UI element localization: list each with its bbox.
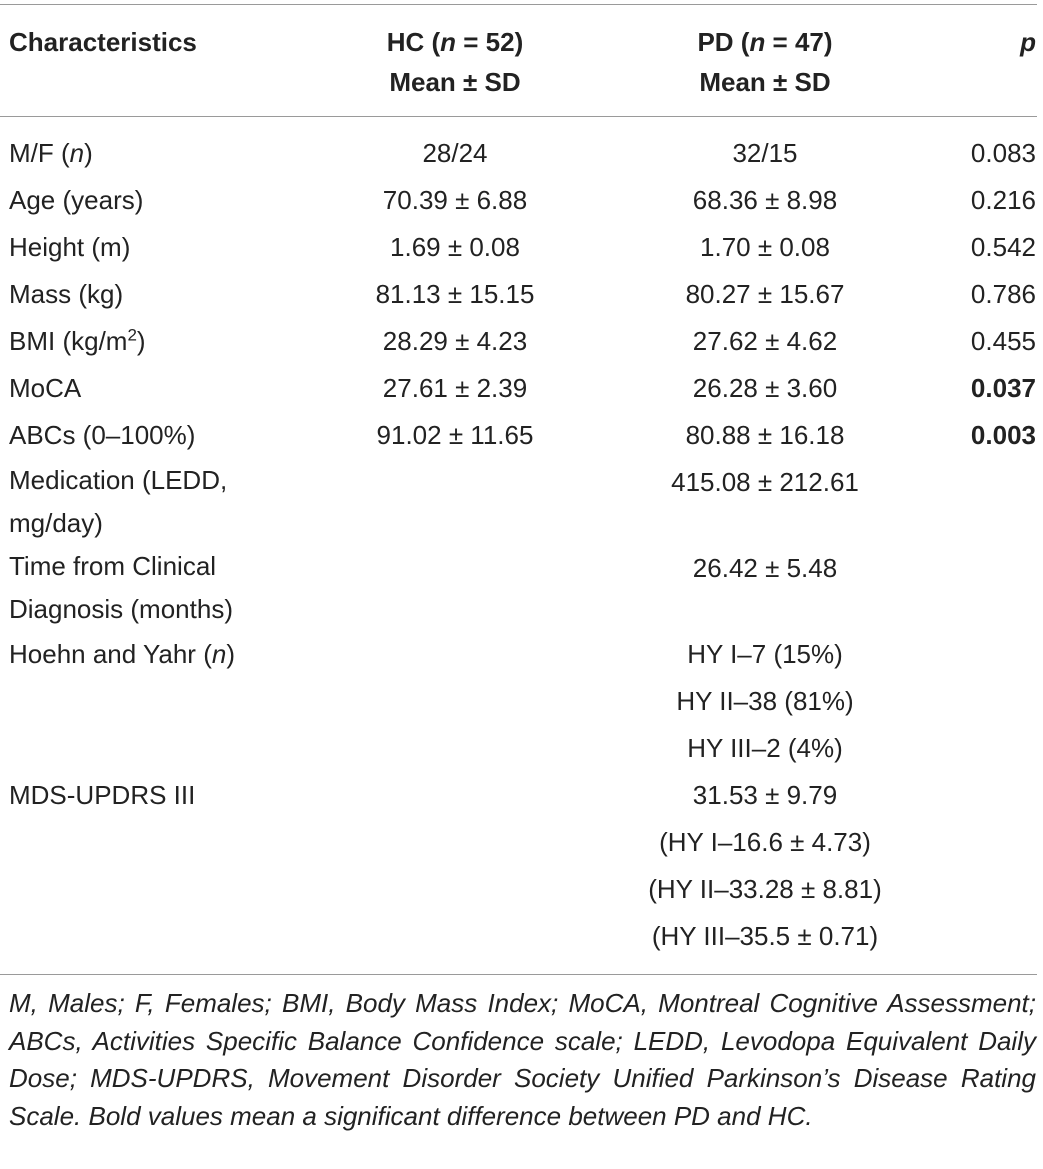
row-pd-line: 1.70 ± 0.08 (700, 232, 830, 262)
row-label: BMI $(kg/m^2)$ (9, 325, 146, 356)
row-hc-value: 28.29 ± 4.23 (382, 326, 528, 356)
row-pd-value (615, 545, 915, 592)
row-label: M/F (n) (9, 138, 93, 168)
row-p-value: 0.786 (970, 279, 1036, 309)
row-pd-line: 31.53 ± 9.79 (692, 780, 838, 810)
table-row (0, 631, 1043, 772)
table-row (0, 365, 1043, 412)
row-p-value: 0.083 (970, 138, 1036, 168)
row-label: MDS-UPDRS III (9, 780, 196, 810)
row-p-value: 0.216 (970, 185, 1036, 215)
row-pd-line: 415.08 ± 212.61 (671, 467, 859, 497)
row-p-value: 0.003 (970, 420, 1036, 450)
row-pd-value (615, 130, 915, 177)
row-pd-value (615, 459, 915, 506)
row-hc-value: 27.61 ± 2.39 (382, 373, 528, 403)
row-label: ABCs (0–100%) (9, 420, 196, 450)
row-pd-line: HY I–7 (15%) (687, 639, 843, 669)
table-header (0, 22, 1043, 102)
table-row (0, 459, 1043, 545)
row-p-value: 0.037 (970, 373, 1036, 403)
row-label (9, 459, 269, 545)
row-label: Age (years) (9, 185, 144, 215)
table-row (0, 177, 1043, 224)
row-hc-value: 1.69 ± 0.08 (390, 232, 520, 262)
row-pd-value (615, 772, 915, 960)
row-p-value: 0.542 (970, 232, 1036, 262)
table-row (0, 412, 1043, 459)
table-row (0, 130, 1043, 177)
row-pd-line: (HY I–16.6 ± 4.73) (659, 827, 871, 857)
row-pd-value (615, 412, 915, 459)
table-top-rule (0, 4, 1037, 5)
row-pd-line: 26.28 ± 3.60 (692, 373, 838, 403)
row-pd-line: (HY III–35.5 ± 0.71) (651, 921, 879, 951)
header-characteristics: Characteristics (9, 27, 197, 57)
row-pd-line: 80.27 ± 15.67 (685, 279, 845, 309)
row-hc-value: 70.39 ± 6.88 (382, 185, 528, 215)
row-pd-line: 80.88 ± 16.18 (685, 420, 845, 450)
table-row (0, 318, 1043, 365)
row-pd-line: (HY II–33.28 ± 8.81) (648, 874, 882, 904)
table-row (0, 772, 1043, 960)
row-hc-value: 81.13 ± 15.15 (375, 279, 535, 309)
table-footnote: M, Males; F, Females; BMI, Body Mass Index; MoCA, Montreal Cognitive Assessment; ABCs, Activities Specific Balance Confidence scale; LEDD, Levodopa Equivalent Daily Dose; MDS-UPDRS, Movement Disorder Society Unified Parkinson’s Disease Rating Scale. Bold values mean a significant difference between PD and HC. (9, 988, 1036, 1131)
row-label: Mass (kg) (9, 279, 124, 309)
row-pd-line: HY II–38 (81%) (676, 686, 854, 716)
row-label-line: Time from Clinical (9, 551, 217, 581)
row-pd-line: 68.36 ± 8.98 (692, 185, 838, 215)
table-row (0, 545, 1043, 631)
row-pd-value (615, 271, 915, 318)
table-row (0, 271, 1043, 318)
header-pd: PD (n = 47) Mean ± SD (697, 27, 833, 97)
row-hc-value: 91.02 ± 11.65 (376, 420, 534, 450)
table-header-rule (0, 116, 1037, 117)
header-p: p (1020, 27, 1036, 57)
row-pd-line: 32/15 (732, 138, 798, 168)
table-row (0, 224, 1043, 271)
row-pd-value (615, 177, 915, 224)
header-hc: HC (n = 52) Mean ± SD (386, 27, 524, 97)
table-bottom-rule (0, 974, 1037, 975)
row-label-line: mg/day) (9, 508, 103, 538)
row-pd-value (615, 631, 915, 772)
row-label (9, 545, 269, 631)
row-label-line: Diagnosis (months) (9, 594, 233, 624)
row-pd-value (615, 365, 915, 412)
row-pd-value (615, 318, 915, 365)
row-pd-line: 27.62 ± 4.62 (692, 326, 838, 356)
table-body (0, 130, 1043, 960)
row-label: Hoehn and Yahr (n) (9, 639, 235, 669)
row-label-line: Medication (LEDD, (9, 465, 228, 495)
row-p-value: 0.455 (970, 326, 1036, 356)
row-label: Height (m) (9, 232, 131, 262)
row-pd-value (615, 224, 915, 271)
row-pd-line: HY III–2 (4%) (687, 733, 843, 763)
row-hc-value: 28/24 (422, 138, 488, 168)
row-label: MoCA (9, 373, 82, 403)
row-pd-line: 26.42 ± 5.48 (692, 553, 838, 583)
